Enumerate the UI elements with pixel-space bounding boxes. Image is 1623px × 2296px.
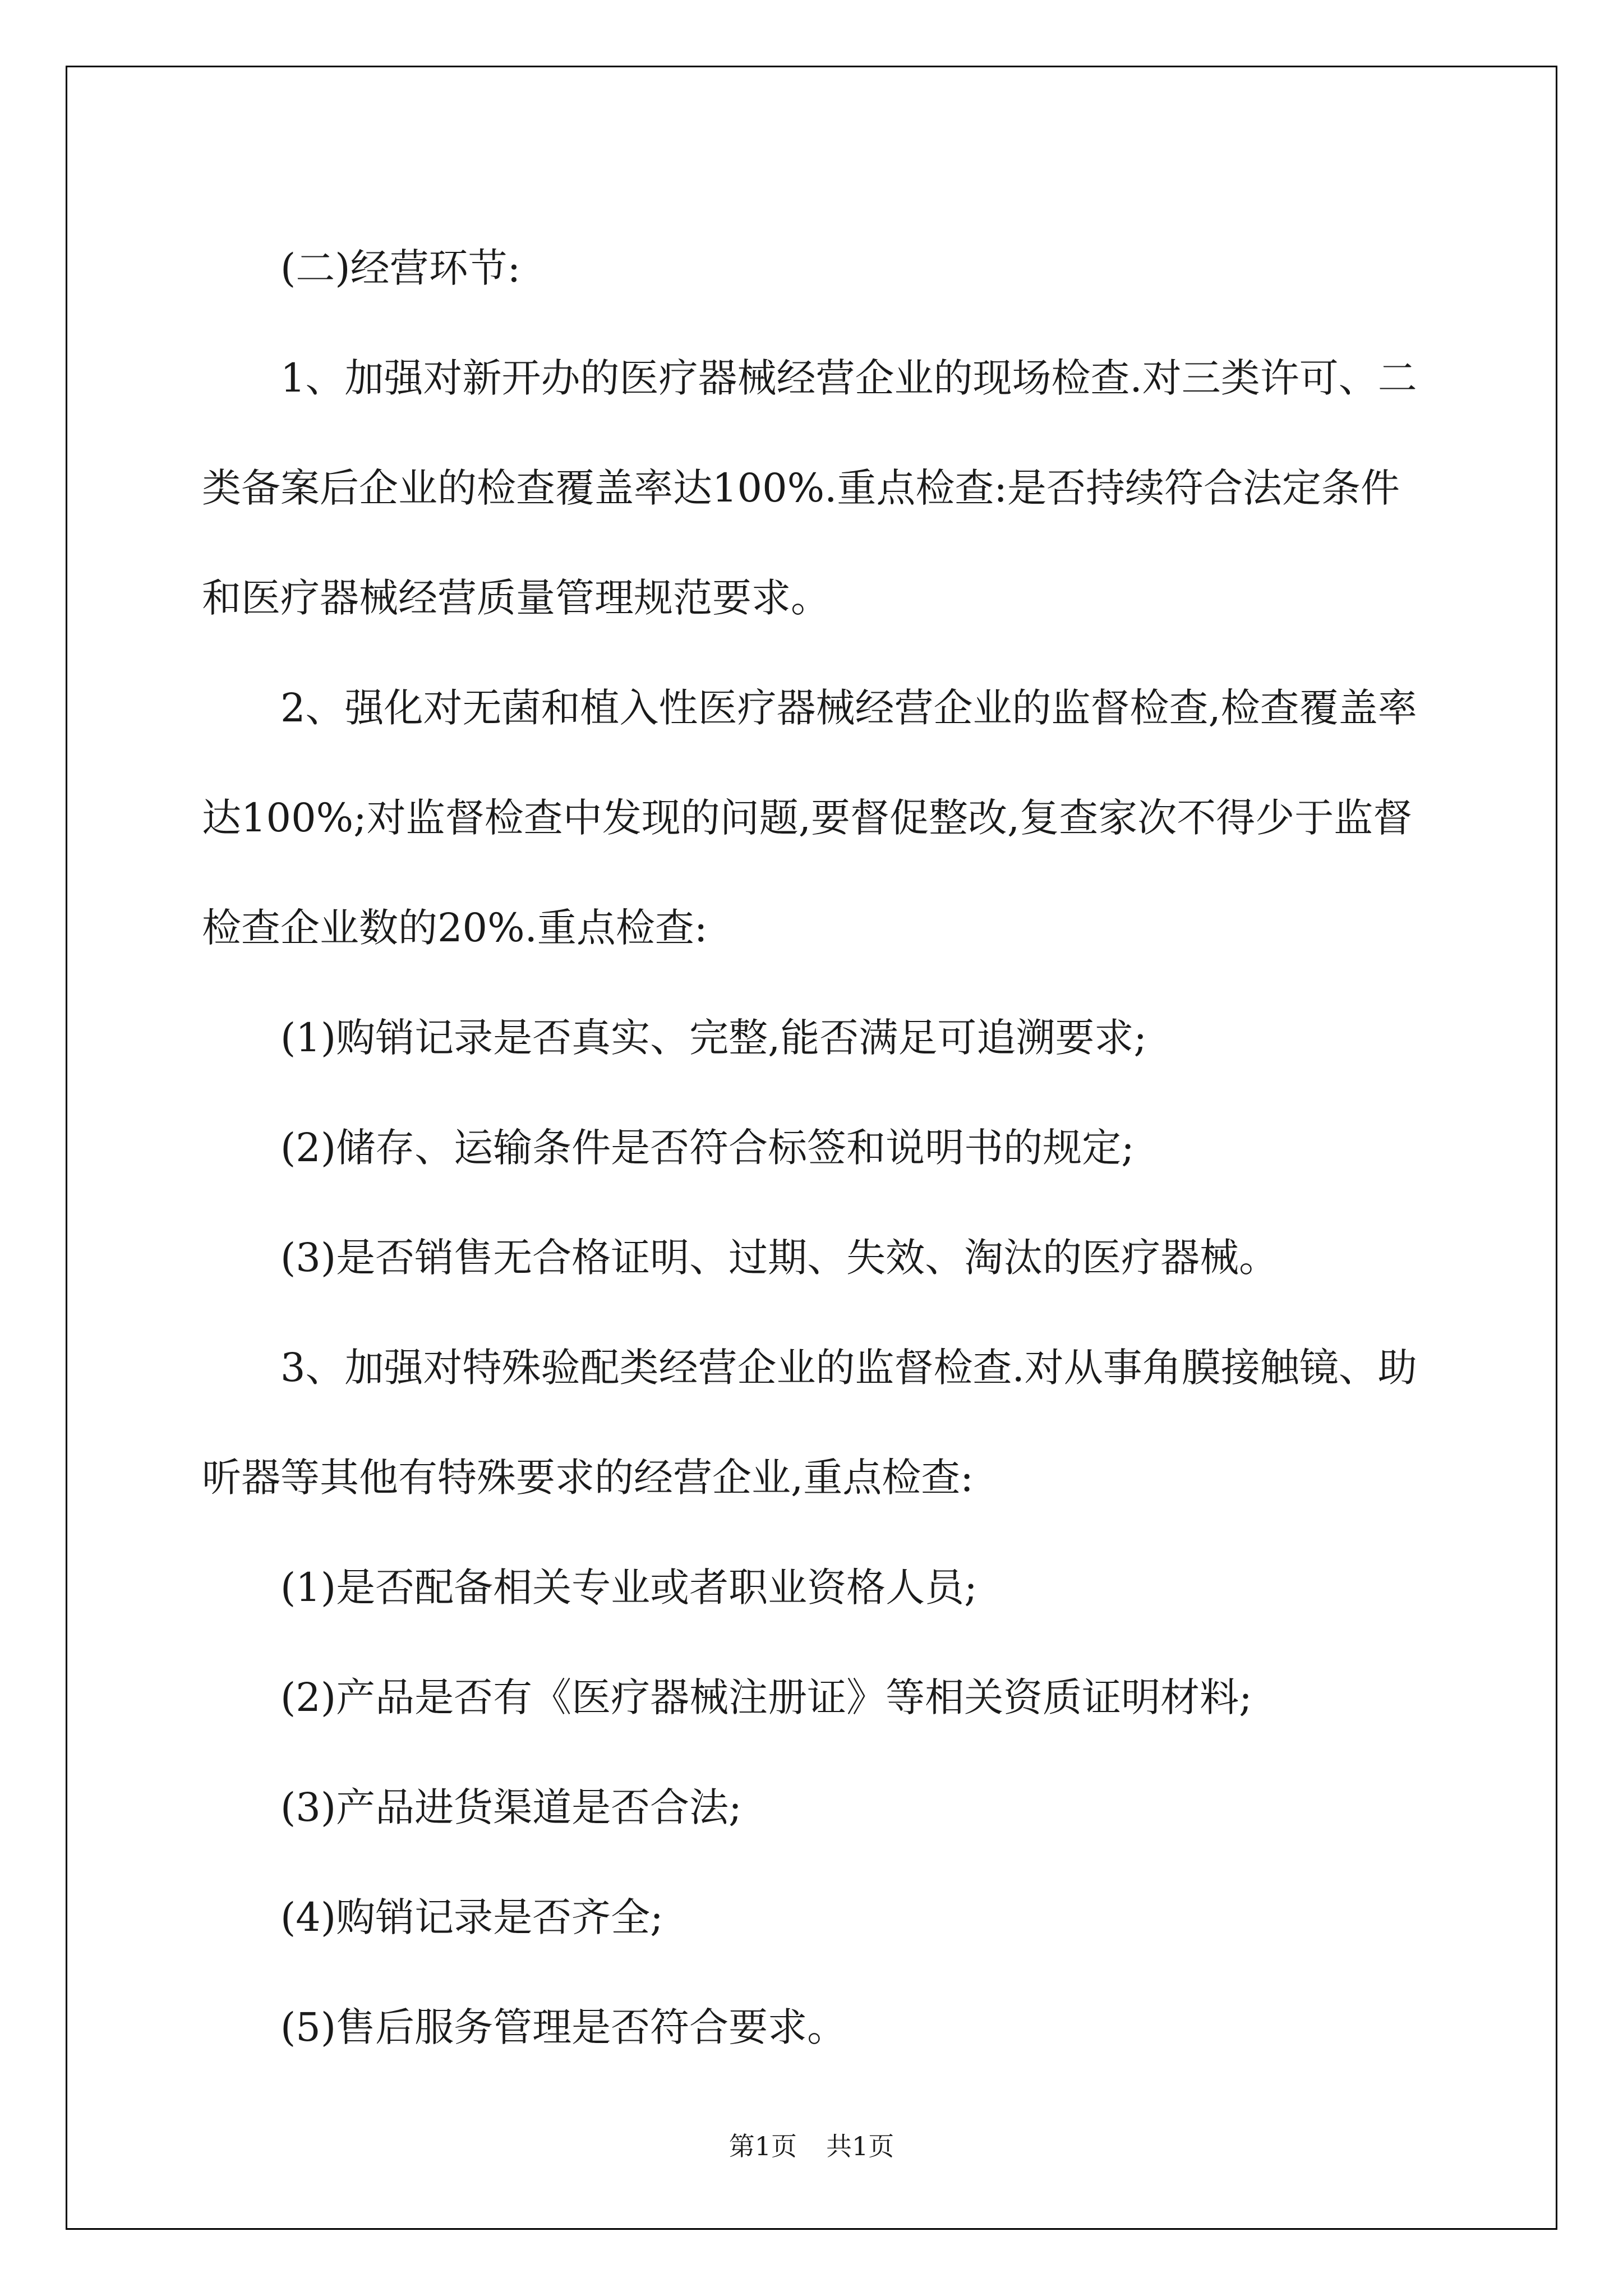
document-body xyxy=(202,213,1436,2082)
page-number-total: 共1页 xyxy=(826,2131,895,2161)
paragraph-item-1: 1、加强对新开办的医疗器械经营企业的现场检查.对三类许可、二类备案后企业的检查覆盖率达100%.重点检查:是否持续符合法定条件和医疗器械经营质量管理规范要求。 xyxy=(202,355,1417,621)
section-heading: (二)经营环节: xyxy=(280,245,521,291)
paragraph-subitem: (5)售后服务管理是否符合要求。 xyxy=(280,2004,847,2050)
paragraph-subitem: (1)购销记录是否真实、完整,能否满足可追溯要求; xyxy=(280,1015,1147,1061)
paragraph-subitem: (3)是否销售无合格证明、过期、失效、淘汰的医疗器械。 xyxy=(280,1235,1279,1281)
paragraph-subitem: (3)产品进货渠道是否合法; xyxy=(280,1784,742,1830)
paragraph-subitem: (2)产品是否有《医疗器械注册证》等相关资质证明材料; xyxy=(280,1674,1252,1720)
page-number-current: 第1页 xyxy=(728,2131,797,2161)
paragraph-subitem: (4)购销记录是否齐全; xyxy=(280,1894,663,1940)
paragraph-subitem: (1)是否配备相关专业或者职业资格人员; xyxy=(280,1565,978,1611)
page-footer xyxy=(0,2126,1623,2163)
paragraph-subitem: (2)储存、运输条件是否符合标签和说明书的规定; xyxy=(280,1125,1135,1171)
paragraph-item-2: 2、强化对无菌和植入性医疗器械经营企业的监督检查,检查覆盖率达100%;对监督检查中发现的问题,要督促整改,复查家次不得少于监督检查企业数的20%.重点检查: xyxy=(202,685,1417,951)
paragraph-item-3: 3、加强对特殊验配类经营企业的监督检查.对从事角膜接触镜、助听器等其他有特殊要求的经营企业,重点检查: xyxy=(202,1345,1417,1501)
